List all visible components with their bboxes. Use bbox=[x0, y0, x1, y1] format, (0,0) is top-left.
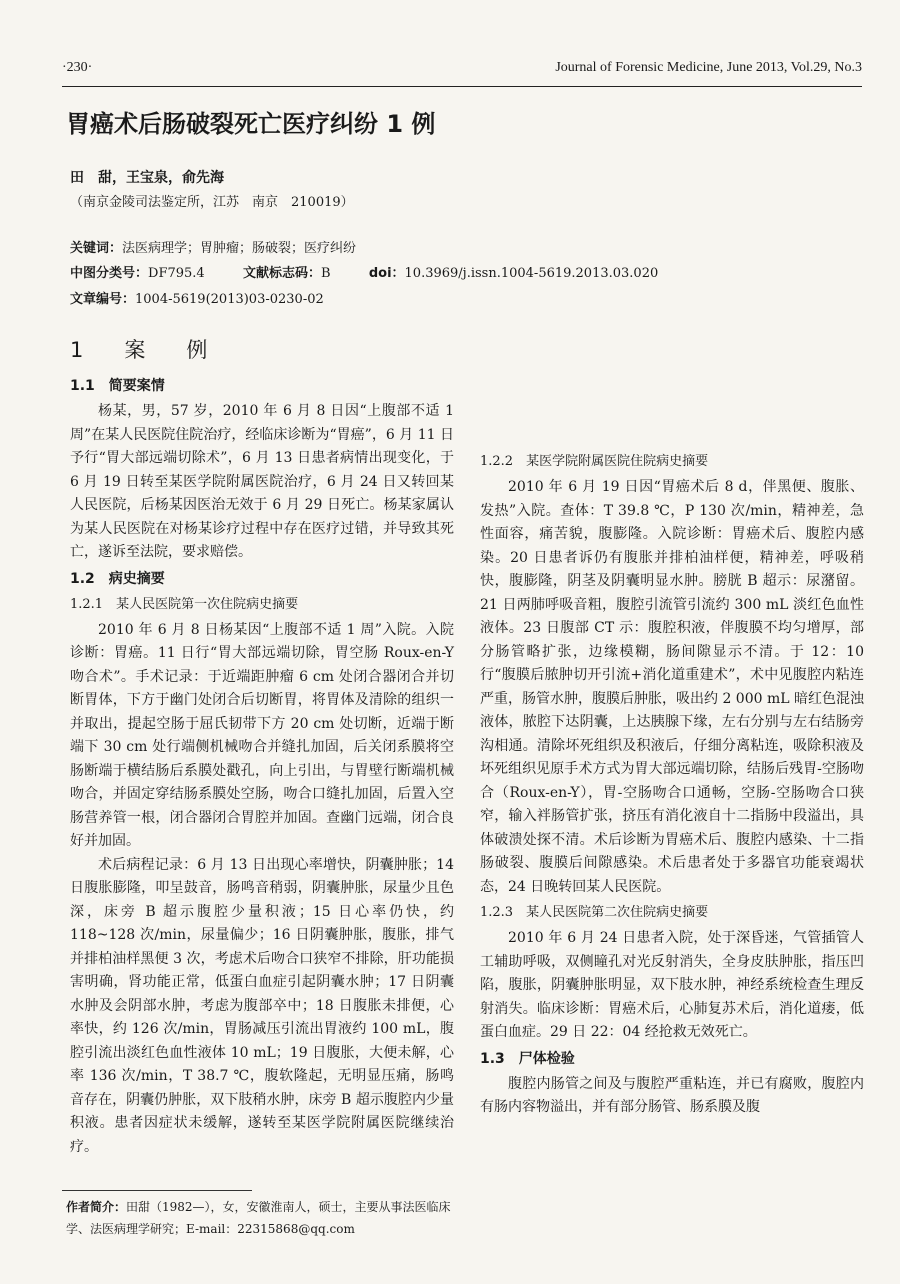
clc-label: 中图分类号： bbox=[70, 266, 149, 281]
paragraph-autopsy: 腹腔内肠管之间及与腹腔严重粘连，并已有腐败，腹腔内有肠内容物溢出，并有部分肠管、肠系膜及腹 bbox=[480, 1075, 864, 1115]
footnote-rule bbox=[62, 1190, 252, 1191]
paragraph-second-admission: 2010 年 6 月 24 日患者入院，处于深昏迷，气管插管人工辅助呼吸，双侧瞳孔对光反射消失，全身皮肤肿胀，指压凹陷，腹胀，阴囊肿胀明显，双下肢水肿，神经系统检查生理反射消失。临床诊断：胃癌术后，心肺复苏术后，消化道瘘，低蛋白血症。29 日 22：04 经抢救无效死亡。 bbox=[480, 930, 864, 1040]
clc-code: DF795.4 bbox=[148, 266, 205, 281]
section-heading-1-2-1: 1.2.1 某人民医院第一次住院病史摘要 bbox=[70, 596, 299, 612]
footnote-text: 田甜（1982—），女，安徽淮南人，硕士，主要从事法医临床学、法医病理学研究；E-mail：22315868@qq.com bbox=[66, 1200, 451, 1236]
article-no-label: 文章编号： bbox=[70, 292, 136, 307]
footnote-label: 作者简介： bbox=[66, 1200, 127, 1214]
keywords-label: 关键词： bbox=[70, 241, 123, 256]
paragraph-university-hospital: 2010 年 6 月 19 日因“胃癌术后 8 d，伴黑便、腹胀、发热”入院。查体：T 39.8 ℃，P 130 次/min，精神差，急性面容，痛苦貌，腹膨隆。入院诊断：胃癌术后、腹腔内感染。20 日患者诉仍有腹胀并排柏油样便，精神差，呼吸稍快，腹膨隆，阴茎及阴囊明显水肿。膀胱 B 超示：尿潴留。21 日两肺呼吸音粗，腹腔引流管引流约 300 mL 淡红色血性液体。23 日腹部 CT 示：腹腔积液，伴腹膜不均匀增厚，部分肠管略扩张，边缘模糊，肠间隙显示不清。于 12：10 行“腹膜后脓肿切开引流+消化道重建术”，术中见腹腔内粘连严重，肠管水肿，腹膜后肿胀，吸出约 2 000 mL 暗红色混浊液体，脓腔下达阴囊，上达胰腺下缘，左右分别与左右结肠旁沟相通。清除坏死组织及积液后，仔细分离粘连，吸除积液及坏死组织见原手术方式为胃大部远端切除，结肠后残胃-空肠吻合（Roux-en-Y），胃-空肠吻合口通畅，空肠-空肠吻合口狭窄，输入袢肠管扩张，挤压有消化液自十二指肠中段溢出，具体破溃处探不清。术后诊断为胃癌术后、腹腔内感染、十二指肠破裂、腹膜后间隙感染。术后患者处于多器官功能衰竭状态，24 日晚转回某人民医院。 bbox=[480, 479, 865, 895]
doc-code: B bbox=[320, 266, 331, 281]
section-heading-1-2-3: 1.2.3 某人民医院第二次住院病史摘要 bbox=[480, 905, 709, 920]
paragraph-postop-course: 术后病程记录：6 月 13 日出现心率增快，阴囊肿胀；14 日腹胀膨隆，叩呈鼓音，肠鸣音稍弱，阴囊肿胀，尿量少且色深，床旁 B 超示腹腔少量积液；15 日心率仍快，约 118~128 次/min，尿量偏少；16 日阴囊肿胀，腹胀，排气并排柏油样黑便 3 次，考虑术后吻合口狭窄不排除，肝功能损害明确，肾功能正常，低蛋白血症引起阴囊水肿；17 日阴囊水肿及会阴部水肿，考虑为腹部卒中；18 日腹胀未排便，心率快，约 126 次/min，胃肠减压引流出胃液约 100 mL，腹腔引流出淡红色血性液体 10 mL；19 日腹胀，大便未解，心率 136 次/min，T 38.7 ℃，腹软隆起，无明显压痛，肠鸣音存在，阴囊仍肿胀，双下肢稍水肿，床旁 B 超示腹腔内少量积液。患者因症状未缓解，遂转至某医学院附属医院继续治疗。 bbox=[70, 856, 454, 1155]
header-rule bbox=[62, 86, 862, 87]
section-heading-1-1: 1.1 简要案情 bbox=[70, 378, 165, 394]
classification-line bbox=[70, 262, 658, 281]
section-heading-1-2-2: 1.2.2 某医学院附属医院住院病史摘要 bbox=[480, 454, 709, 469]
doi: 10.3969/j.issn.1004-5619.2013.03.020 bbox=[404, 266, 659, 281]
section-heading-1-3: 1.3 尸体检验 bbox=[480, 1050, 575, 1067]
doi-label: doi： bbox=[368, 266, 405, 281]
paragraph-case-summary: 杨某，男，57 岁，2010 年 6 月 8 日因“上腹部不适 1 周”在某人民医院住院治疗，经临床诊断为“胃癌”，6 月 11 日予行“胃大部远端切除术”，6 月 13 日患者病情出现变化，于 6 月 19 日转至某医学院附属医院治疗，6 月 24 日又转回某人民医院，后杨某因医治无效于 6 月 29 日死亡。杨某家属认为某人民医院在对杨某诊疗过程中存在医疗过错，并导致其死亡，遂诉至法院，要求赔偿。 bbox=[70, 403, 454, 560]
section-heading-1-2: 1.2 病史摘要 bbox=[70, 570, 165, 587]
section-heading-1: 1 案 例 bbox=[70, 338, 218, 362]
affiliation: （南京金陵司法鉴定所，江苏 南京 210019） bbox=[70, 195, 354, 210]
right-column bbox=[480, 332, 864, 1120]
keywords-line bbox=[70, 237, 356, 256]
article-no: 1004-5619(2013)03-0230-02 bbox=[135, 292, 324, 307]
article-number-line bbox=[70, 288, 324, 307]
author-footnote bbox=[66, 1196, 456, 1240]
page-number: ·230· bbox=[62, 60, 93, 75]
paragraph-first-admission: 2010 年 6 月 8 日杨某因“上腹部不适 1 周”入院。入院诊断：胃癌。11 日行“胃大部远端切除，胃空肠 Roux-en-Y 吻合术”。手术记录：于近端距肿瘤 6 cm 处闭合器闭合并切断胃体，下方于幽门处闭合后切断胃，将胃体及清除的组织一并取出，提起空肠于屈氏韧带下方 20 cm 处切断，近端于断端下 30 cm 处行端侧机械吻合并缝扎加固，后关闭系膜将空肠断端于横结肠后系膜处戳孔，向上引出，与胃壁行断端机械吻合，并固定穿结肠系膜处空肠，吻合口缝扎加固，后置入空肠营养管一根，闭合器闭合胃腔并加固。查幽门远端，闭合良好并加固。 bbox=[70, 621, 454, 849]
authors: 田 甜，王宝泉，俞先海 bbox=[70, 170, 224, 186]
doc-code-label: 文献标志码： bbox=[242, 266, 321, 281]
left-column bbox=[70, 330, 454, 1159]
article-title: 胃癌术后肠破裂死亡医疗纠纷 1 例 bbox=[66, 110, 436, 138]
journal-header: Journal of Forensic Medicine, June 2013, Vol.29, No.3 bbox=[555, 60, 862, 75]
keywords: 法医病理学；胃肿瘤；肠破裂；医疗纠纷 bbox=[122, 241, 357, 256]
